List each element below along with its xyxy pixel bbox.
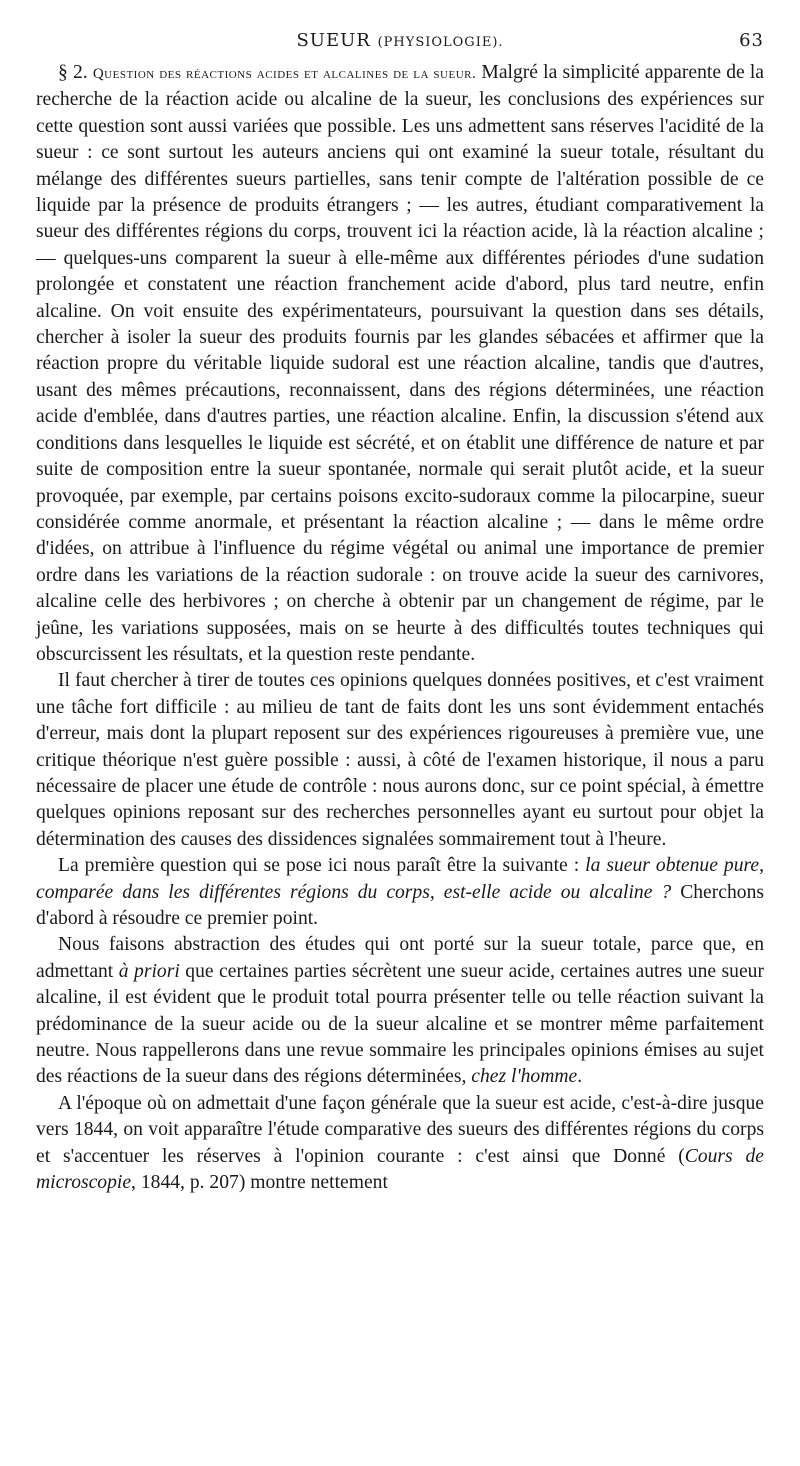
text-run: que certaines parties sécrètent une sueur acide, certaines autres une sueur alcaline, il est évident que le produit total pourra présenter telle ou telle réaction suivant la prédominance de la sueur acide ou de la sueur alcaline et se montrer même parfaitement neutre. Nous rappellerons dans une revue sommaire les principales opinions émises au sujet des réactions de la sueur dans des régions déterminées,	[36, 960, 764, 1088]
paragraph	[36, 668, 764, 853]
page-number: 63	[739, 30, 764, 51]
body-text	[36, 60, 764, 1196]
paragraph-content	[36, 855, 764, 929]
text-run: .	[577, 1066, 583, 1088]
paragraph	[36, 60, 764, 668]
text-run: Cherchons d'abord à résoudre ce premier point.	[36, 881, 764, 929]
section-heading: Question des réactions acides et alcalines de la sueur.	[92, 66, 477, 82]
text-run: Nous faisons abstraction des études qui ont porté sur la sueur totale, parce que, en admettant	[36, 934, 764, 982]
italic-text: la sueur obtenue pure, comparée dans les différentes régions du corps, est-elle acide ou alcaline ?	[36, 855, 764, 903]
section-number: § 2.	[58, 62, 88, 83]
paragraph-content	[36, 670, 764, 849]
paragraph	[36, 853, 764, 932]
paragraph	[36, 1091, 764, 1197]
italic-text: Cours de microscopie	[36, 1145, 765, 1194]
italic-text: chez l'homme	[471, 1066, 578, 1088]
paragraph	[36, 932, 764, 1090]
paragraph-content	[36, 62, 764, 665]
text-run: Malgré la simplicité apparente de la recherche de la réaction acide ou alcaline de la sueur, les conclusions des expériences sur cette question sont aussi variées que possible. Les uns admettent sans réserves l'acidité de la sueur : ce sont surtout les auteurs anciens qui ont examiné la sueur totale, résultant du mélange des différentes sueurs partielles, sans tenir compte de l'altération possible de ce liquide par la présence de produits étrangers ; — les autres, étudiant comparativement la sueur des différentes régions du corps, trouvent ici la réaction acide, là la réaction alcaline ; — quelques-uns comparent la sueur à elle-même aux différentes périodes d'une sudation prolongée et constatent une réaction franchement acide d'abord, plus tard neutre, enfin alcaline. On voit ensuite des expérimentateurs, poursuivant la question dans ses détails, chercher à isoler la sueur des produits fournis par les glandes sébacées et affirmer que la réaction propre du véritable liquide sudoral est une réaction alcaline, tandis que d'autres, usant des mêmes précautions, reconnaissent, dans des régions déterminées, une réaction acide d'emblée, dans d'autres parties, une réaction alcaline. Enfin, la discussion s'étend aux conditions dans lesquelles le liquide est sécrété, et on établit une différence de nature et par suite de composition entre la sueur spontanée, normale qui serait plutôt acide, et la sueur provoquée, par exemple, par certains poisons excito-sudoraux comme la pilocarpine, sueur considérée comme anormale, et présentant la réaction alcaline ; — dans le même ordre d'idées, on attribue à l'influence du régime végétal ou animal une importance de premier ordre dans les variations de la réaction sudorale : on trouve acide la sueur des carnivores, alcaline celle des herbivores ; on cherche à obtenir par un changement de régime, par le jeûne, les variations supposées, mais on se heurte à des difficultés toutes techniques qui obscurcissent les résultats, et la question reste pendante.	[36, 62, 764, 665]
italic-text: à priori	[118, 960, 180, 982]
running-header	[36, 30, 764, 60]
text-run: La première question qui se pose ici nous paraît être la suivante :	[58, 855, 586, 877]
paragraph-content	[36, 1093, 764, 1193]
text-run: A l'époque où on admettait d'une façon générale que la sueur est acide, c'est-à-dire jusque vers 1844, on voit apparaître l'étude comparative des sueurs des différentes régions du corps et s'accentuer les réserves à l'opinion courante : c'est ainsi que Donné (	[36, 1092, 764, 1167]
text-run: Il faut chercher à tirer de toutes ces opinions quelques données positives, et c'est vraiment une tâche fort difficile : au milieu de tant de faits dont les uns sont évidemment entachés d'erreur, mais dont la plupart reposent sur des expériences rigoureuses à première vue, une critique théorique n'est guère possible : aussi, à côté de l'examen historique, il nous a paru nécessaire de placer une étude de contrôle : nous aurons donc, sur ce point spécial, à émettre quelques opinions reposant sur des recherches personnelles ayant eu surtout pour objet la détermination des causes des dissidences signalées sommairement tout à l'heure.	[36, 670, 764, 850]
running-title-sub: (PHYSIOLOGIE).	[377, 35, 504, 50]
running-title-main: SUEUR	[296, 30, 371, 51]
running-title	[36, 30, 764, 51]
text-run: , 1844, p. 207) montre nettement	[131, 1172, 388, 1194]
paragraph-content	[36, 934, 764, 1087]
